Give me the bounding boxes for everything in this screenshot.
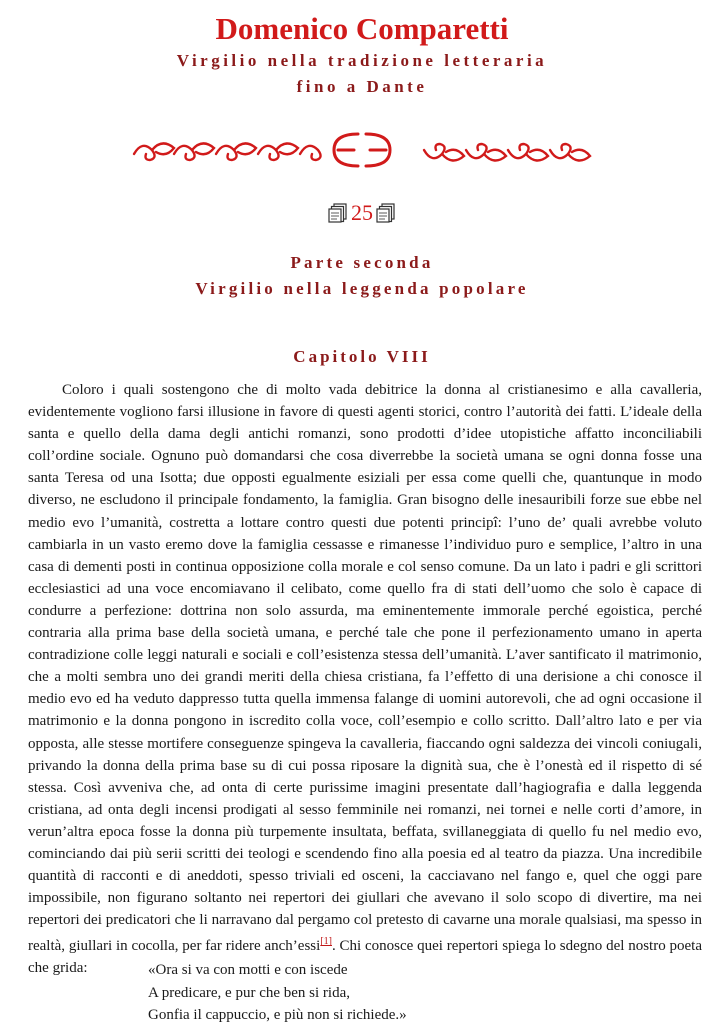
chapter-heading: Capitolo VIII: [293, 347, 431, 366]
author-name: Domenico Comparetti: [215, 11, 509, 46]
verse-line: A predicare, e pur che ben si rida,: [148, 984, 350, 1001]
body-paragraph: [28, 379, 702, 980]
book-title-line-1: Virgilio nella tradizione letteraria: [176, 51, 548, 70]
verse-line: «Ora si va con motti e con iscede: [148, 962, 348, 978]
book-title-line-2: fino a Dante: [296, 77, 428, 96]
page-stack-icon: [327, 202, 349, 224]
page-number-block: [0, 198, 724, 228]
page-number: 25: [351, 200, 373, 225]
paragraph-text-continued: . Chi conosce quei repertori spiega lo sdegno del nostro poeta che grida:: [28, 938, 702, 977]
footnote-link[interactable]: [1]: [320, 936, 332, 948]
paragraph-text: Coloro i quali sostengono che di molto vada debitrice la donna al cristianesimo e alla cavalleria, evidentemente vogliono farsi illusione in favore di questi agenti storici, contro l’autorità dei fatti. L’ideale della santa e quello della dama degli antichi romanzi, sono prodotti d’idee utopistiche affatto inconciliabili coll’ordine sociale. Ognuno può domandarsi che cosa diverrebbe la società umana se ogni donna fosse una santa Teresa od una Isotta; due opposti egualmente esiziali per essa come quelli che, quantunque in modo diverso, ne escludono il principale fondamento, la famiglia. Gran bisogno delle inesauribili forze sue ebbe nel medio evo l’umanità, costretta a lottare contro questi due potenti principî: l’uno de’ quali avrebbe voluto cambiarla in un vasto eremo dove la famiglia cessasse e rimanesse l’individuo puro e semplice, l’altro in una casa di dementi posti in continua opposizione colla morale e col senso comune. Da un lato i padri e gli scrittori ecclesiastici ad una voce encomiavano il celibato, come quello fra di stati dell’uomo che solo è capace di condurre a perfezione: dottrina non solo assurda, ma eminentemente immorale perché egoistica, perché contraria alla prima base della società umana, e perché tale che pone il perfezionamento umano in aperta contradizione colle leggi naturali e sociali e coll’esistenza stessa dell’umanità. L’aver santificato il matrimonio, che a molti sembra uno dei grandi meriti della chiesa cristiana, fa l’effetto di una derisione a chi conosce il medio evo ed ha veduto dappresso tutta quella immensa falange di uomini autorevoli, che ad ogni occasione il matrimonio e la donna pongono in iscredito colla voce, coll’esempio e collo scritto. Dall’altro lato e per via opposta, alle stesse mortifere conseguenze spingeva la cavalleria, fiaccando ogni saldezza dei vincoli coniugali, privando la donna della prima base su di cui possa riposare la dignità sua, che è l’onestà ed il rispetto di sé stessa. Così avveniva che, ad onta di certe purissime imagini presentate dall’hagiografia e dalla leggenda cristiana, ad onta degli incensi prodigati al sesso femminile nei romanzi, nei tornei e nelle corti d’amore, in verun’altra epoca fosse la donna più turpemente insultata, beffata, svillaneggiata di quello fu nel medio evo, cominciando dai più serii scritti dei teologi e scendendo fino alla poesia ed al teatro da piazza. Una incredibile quantità di racconti e di aneddoti, spesso triviali ed osceni, la cacciavano nel fango e, quel che oggi pare impossibile, non figurano soltanto nei repertori dei giullari che avevano il solo scopo di divertire, ma nei repertori dei predicatori che li narravano dal pergamo col pretesto di cavarne una morale qualsiasi, ma spesso in realtà, giullari in cocolla, per far ridere anch’essi: [28, 382, 702, 955]
decorative-flourish-divider-icon: [130, 128, 594, 172]
page-stack-icon: [375, 202, 397, 224]
part-title: Virgilio nella leggenda popolare: [195, 279, 529, 298]
verse-line: Gonfia il cappuccio, e più non si richiede.»: [148, 1007, 407, 1023]
part-heading: Parte seconda: [290, 253, 434, 272]
verse-quote: [148, 959, 668, 1027]
